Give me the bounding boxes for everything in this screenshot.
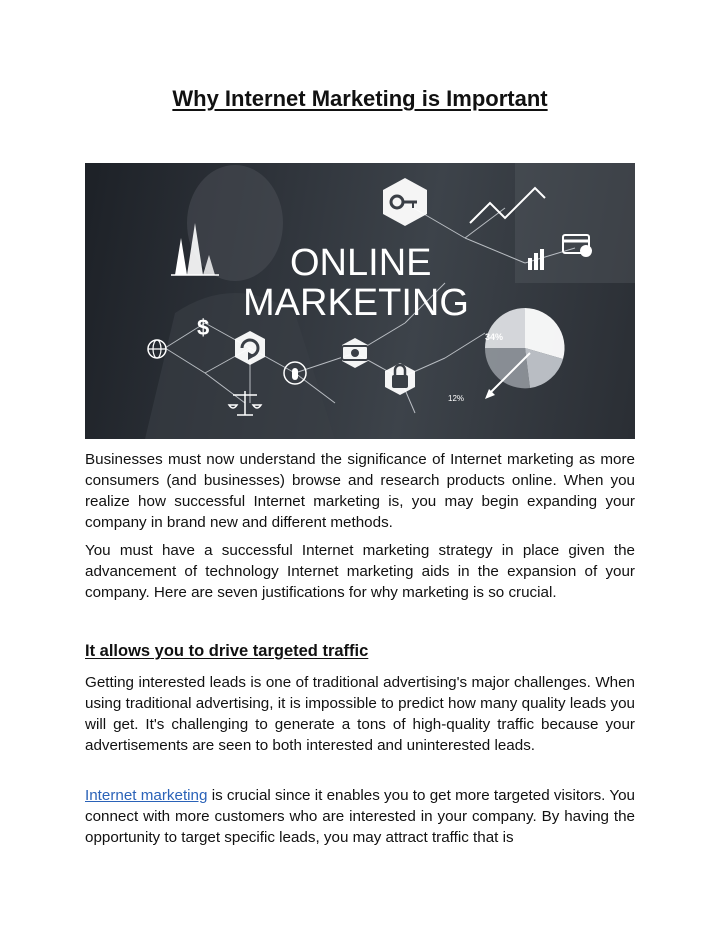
internet-marketing-link[interactable]: Internet marketing (85, 787, 208, 804)
intro-paragraph-2: You must have a successful Internet marketing strategy in place given the advancement of technology Internet marketing aids in the expansion of your company. Here are seven justifications for why marketing is so crucial. (85, 542, 635, 601)
intro-paragraph-1: Businesses must now understand the significance of Internet marketing as more consumers (and businesses) browse and research products online. When you realize how successful Internet marketing is, you may begin expanding your company in brand new and different methods. (85, 451, 635, 531)
section-heading: It allows you to drive targeted traffic (85, 642, 369, 660)
hero-heading-line1: ONLINE (290, 242, 432, 284)
page-title: Why Internet Marketing is Important (172, 86, 548, 111)
person-silhouette (187, 165, 283, 281)
section-paragraph-1: Getting interested leads is one of traditional advertising's major challenges. When using traditional advertising, it is impossible to predict how many quality leads you will get. It's challenging to generate a tons of high-quality traffic because your advertisements are seen to both interested and uninterested leads. (85, 674, 635, 754)
dollar-icon: $ (197, 315, 210, 340)
hero-heading-line2: MARKETING (243, 282, 469, 324)
hero-image (85, 163, 635, 439)
background-glow (515, 163, 635, 283)
section-paragraph-2 (85, 785, 635, 848)
globe-icon (148, 340, 166, 358)
section-paragraph-2-text: is crucial since it enables you to get more targeted visitors. You connect with more customers who are interested in your company. By having the opportunity to target specific leads, you may attract traffic that is (85, 787, 635, 846)
pie-label-large: 34% (485, 332, 504, 342)
pie-chart-icon (485, 308, 565, 399)
pie-label-small: 12% (448, 394, 465, 403)
hero-graphic (85, 163, 635, 439)
